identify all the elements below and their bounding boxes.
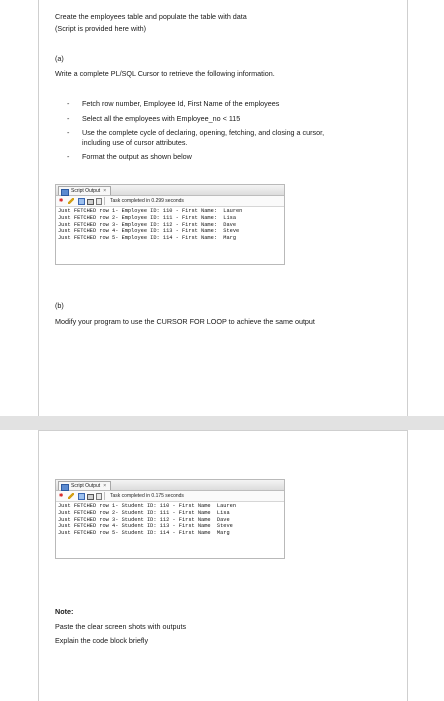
document-page-1 <box>38 0 408 417</box>
output-text <box>56 502 284 537</box>
toolbar-separator <box>104 492 105 500</box>
output-line: Just FETCHED row 4- Student ID: 113 - First Name Steve <box>58 523 233 530</box>
note-line-1: Paste the clear screen shots with outputs <box>55 622 187 631</box>
close-icon: × <box>103 483 107 489</box>
toolbar-separator <box>104 197 105 205</box>
note-label: Note: <box>55 607 74 616</box>
task-status: Task completed in 0.175 seconds <box>110 493 184 499</box>
script-output-icon <box>61 484 69 491</box>
part-b-label: (b) <box>55 301 64 310</box>
output-line: Just FETCHED row 5- Student ID: 114 - First Name Marg <box>58 530 230 537</box>
intro-line-2: (Script is provided here with) <box>55 24 147 33</box>
output-tab-bar <box>56 480 284 491</box>
script-output-screenshot-b <box>55 479 285 559</box>
part-a-text: Write a complete PL/SQL Cursor to retrieve the following information. <box>55 69 275 78</box>
list-item: - Use the complete cycle of declaring, opening, fetching, and closing a cursor, including use of cursor attributes. <box>67 128 325 147</box>
output-toolbar <box>56 491 284 502</box>
output-line: Just FETCHED row 1- Student ID: 110 - First Name Lauren <box>58 503 237 509</box>
output-tab-bar <box>56 185 284 196</box>
output-line: Just FETCHED row 5- Employee ID: 114 - First Name: Marg <box>58 235 237 242</box>
output-toolbar <box>56 196 284 207</box>
output-line: Just FETCHED row 4- Employee ID: 113 - First Name: Steve <box>58 228 240 235</box>
list-item: - Format the output as shown below <box>67 152 192 162</box>
script-output-tab: Script Output × <box>58 186 111 195</box>
print-icon <box>87 199 94 205</box>
page-gap <box>0 416 444 430</box>
output-text <box>56 207 284 242</box>
part-b-text: Modify your program to use the CURSOR FOR LOOP to achieve the same output <box>55 317 315 326</box>
script-output-icon <box>61 189 69 196</box>
pencil-icon <box>68 493 74 499</box>
output-line: Just FETCHED row 3- Student ID: 112 - First Name Dave <box>58 516 230 523</box>
print-icon <box>87 494 94 500</box>
intro-line-1: Create the employees table and populate the table with data <box>55 12 247 21</box>
script-output-screenshot-a <box>55 184 285 265</box>
pin-icon: ✱ <box>59 492 64 500</box>
pencil-icon <box>68 198 74 204</box>
clear-output-icon <box>96 198 102 205</box>
script-output-tab: Script Output × <box>58 481 111 490</box>
task-status: Task completed in 0.299 seconds <box>110 198 184 204</box>
document-page-2 <box>38 430 408 701</box>
save-icon <box>78 198 85 205</box>
output-line: Just FETCHED row 2- Student ID: 111 - First Name Lisa <box>58 509 230 516</box>
list-item: - Fetch row number, Employee Id, First Name of the employees <box>67 99 280 108</box>
output-line: Just FETCHED row 2- Employee ID: 111 - First Name: Lisa <box>58 214 237 221</box>
note-line-2: Explain the code block briefly <box>55 636 149 645</box>
save-icon <box>78 493 85 500</box>
output-line: Just FETCHED row 3- Employee ID: 112 - First Name: Dave <box>58 221 237 228</box>
part-a-label: (a) <box>55 54 64 63</box>
output-line: Just FETCHED row 1- Employee ID: 110 - First Name: Lauren <box>58 208 243 214</box>
list-item: - Select all the employees with Employee_no < 115 <box>67 113 241 123</box>
pin-icon: ✱ <box>59 197 64 205</box>
requirements-list <box>61 99 324 167</box>
close-icon: × <box>103 188 107 194</box>
clear-output-icon <box>96 493 102 500</box>
